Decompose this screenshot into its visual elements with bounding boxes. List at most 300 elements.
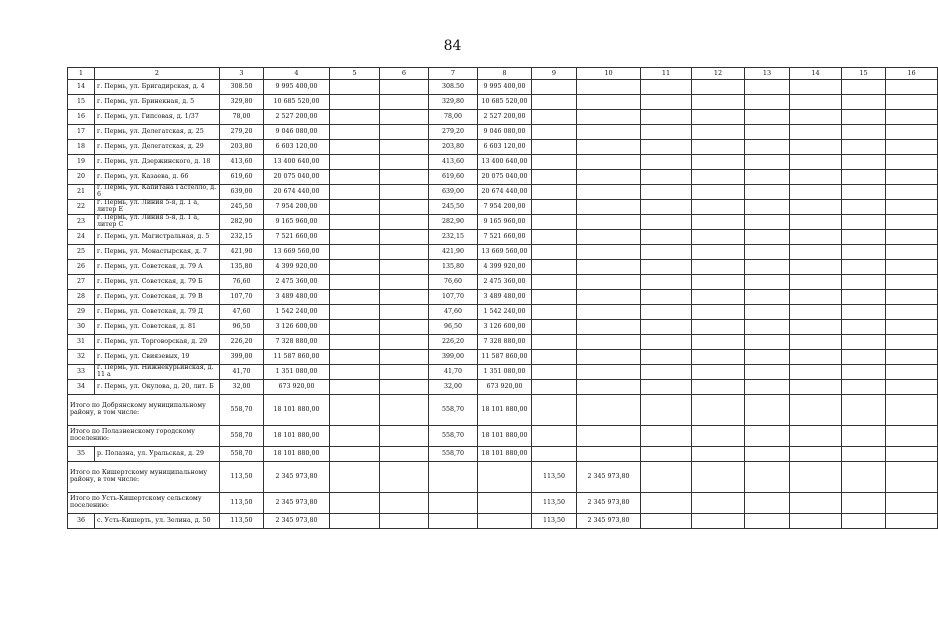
value-cell: 558,70 [220,395,264,426]
value-cell [745,245,790,260]
value-cell: 639,00 [220,185,264,200]
value-cell: 7 521 660,00 [264,230,330,245]
value-cell [842,260,886,275]
value-cell: 2 345 973,80 [577,462,641,493]
value-cell [641,493,692,514]
value-cell [641,514,692,529]
value-cell [886,365,938,380]
value-cell [429,493,478,514]
value-cell [330,380,380,395]
value-cell [577,155,641,170]
value-cell [842,514,886,529]
value-cell [532,200,577,215]
value-cell [380,350,429,365]
value-cell: 203,80 [220,140,264,155]
value-cell [330,275,380,290]
value-cell [532,426,577,447]
value-cell [842,365,886,380]
value-cell: 421,90 [220,245,264,260]
value-cell: 41,70 [429,365,478,380]
table-row [68,335,938,350]
value-cell [532,110,577,125]
row-number-cell: 24 [68,230,95,245]
column-header: 15 [842,68,886,80]
value-cell [330,230,380,245]
value-cell [380,514,429,529]
value-cell [532,155,577,170]
value-cell [577,395,641,426]
value-cell: 18 101 880,00 [264,395,330,426]
value-cell [790,80,842,95]
value-cell [692,350,745,365]
table-row [68,125,938,140]
value-cell [692,320,745,335]
value-cell: 399,00 [220,350,264,365]
value-cell [641,185,692,200]
value-cell [429,514,478,529]
value-cell [790,95,842,110]
table-row [68,95,938,110]
value-cell [577,350,641,365]
value-cell: 3 489 480,00 [264,290,330,305]
value-cell [745,462,790,493]
value-cell [886,290,938,305]
value-cell [842,395,886,426]
value-cell [532,125,577,140]
value-cell [790,335,842,350]
row-number-cell: 33 [68,365,95,380]
value-cell [842,290,886,305]
value-cell [641,395,692,426]
value-cell [745,305,790,320]
table-row [68,447,938,462]
value-cell: 282,90 [429,215,478,230]
column-header: 4 [264,68,330,80]
value-cell [532,395,577,426]
value-cell [886,140,938,155]
column-header: 13 [745,68,790,80]
address-cell: г. Пермь, ул. Советская, д. 79 Б [95,275,220,290]
value-cell [577,80,641,95]
value-cell: 558,70 [429,426,478,447]
column-header: 2 [95,68,220,80]
value-cell [577,230,641,245]
value-cell [745,230,790,245]
value-cell [380,200,429,215]
value-cell: 9 995 400,00 [264,80,330,95]
value-cell [330,335,380,350]
value-cell [532,245,577,260]
address-cell: г. Пермь, ул. Нижнекурьинская, д. 11 а [95,365,220,380]
value-cell [745,95,790,110]
value-cell: 10 685 520,00 [264,95,330,110]
table-row [68,140,938,155]
table-row [68,290,938,305]
value-cell [641,215,692,230]
row-number-cell: 26 [68,260,95,275]
value-cell [886,447,938,462]
value-cell [790,185,842,200]
value-cell: 282,90 [220,215,264,230]
value-cell [886,125,938,140]
value-cell: 7 521 660,00 [478,230,532,245]
value-cell: 9 046 080,00 [264,125,330,140]
value-cell [532,305,577,320]
value-cell [886,170,938,185]
value-cell [886,514,938,529]
value-cell [577,125,641,140]
value-cell [692,395,745,426]
value-cell: 2 345 973,80 [577,514,641,529]
value-cell [886,380,938,395]
row-number-cell: 17 [68,125,95,140]
value-cell [641,426,692,447]
value-cell [330,80,380,95]
value-cell [380,305,429,320]
row-number-cell: 35 [68,447,95,462]
table-row [68,305,938,320]
value-cell: 245,50 [220,200,264,215]
value-cell [380,320,429,335]
row-number-cell: 34 [68,380,95,395]
data-table [67,67,938,529]
value-cell: 96,50 [220,320,264,335]
value-cell [532,80,577,95]
value-cell [886,275,938,290]
value-cell [532,230,577,245]
value-cell: 9 165 960,00 [478,215,532,230]
value-cell [380,447,429,462]
value-cell [641,170,692,185]
value-cell [692,365,745,380]
table-row [68,200,938,215]
column-header: 5 [330,68,380,80]
column-header: 14 [790,68,842,80]
value-cell [641,365,692,380]
address-cell: г. Пермь, ул. Советская, д. 79 В [95,290,220,305]
table-body [68,68,938,529]
value-cell [886,80,938,95]
value-cell [692,514,745,529]
value-cell: 113,50 [532,514,577,529]
address-cell: г. Пермь, ул. Магистральная, д. 5 [95,230,220,245]
value-cell: 421,90 [429,245,478,260]
value-cell [745,290,790,305]
address-cell: г. Пермь, ул. Бринекная, д. 5 [95,95,220,110]
table-row [68,320,938,335]
value-cell [380,462,429,493]
value-cell: 32,00 [429,380,478,395]
value-cell: 308.50 [429,80,478,95]
value-cell [577,447,641,462]
subtotal-row [68,462,938,493]
column-header: 12 [692,68,745,80]
value-cell [577,305,641,320]
value-cell [692,80,745,95]
value-cell: 18 101 880,00 [478,426,532,447]
value-cell [380,95,429,110]
value-cell [886,395,938,426]
value-cell [641,290,692,305]
address-cell: г. Пермь, ул. Делегатская, д. 25 [95,125,220,140]
value-cell [692,305,745,320]
value-cell [577,275,641,290]
value-cell: 558,70 [429,395,478,426]
value-cell: 9 046 080,00 [478,125,532,140]
value-cell [641,110,692,125]
value-cell: 107,70 [429,290,478,305]
value-cell [330,260,380,275]
value-cell: 13 669 560,00 [478,245,532,260]
value-cell: 399,00 [429,350,478,365]
value-cell: 18 101 880,00 [478,447,532,462]
value-cell: 279,20 [429,125,478,140]
value-cell: 13 669 560,00 [264,245,330,260]
value-cell [380,275,429,290]
value-cell: 2 527 200,00 [264,110,330,125]
value-cell: 18 101 880,00 [264,426,330,447]
value-cell [790,275,842,290]
value-cell: 20 075 040,00 [264,170,330,185]
row-number-cell: 14 [68,80,95,95]
value-cell [577,185,641,200]
value-cell [842,110,886,125]
value-cell [692,200,745,215]
value-cell [577,110,641,125]
address-cell: г. Пермь, ул. Линия 5-я, д. 1 а, литер С [95,215,220,230]
value-cell: 232,15 [429,230,478,245]
value-cell: 11 587 860,00 [478,350,532,365]
value-cell [692,215,745,230]
value-cell: 4 399 920,00 [478,260,532,275]
value-cell [692,335,745,350]
row-number-cell: 31 [68,335,95,350]
value-cell: 13 400 640,00 [264,155,330,170]
value-cell: 413,60 [220,155,264,170]
value-cell [330,155,380,170]
value-cell [886,260,938,275]
value-cell [330,290,380,305]
value-cell: 2 345 973,80 [264,462,330,493]
value-cell [532,290,577,305]
value-cell [641,380,692,395]
value-cell [380,380,429,395]
value-cell: 135,80 [220,260,264,275]
value-cell [790,350,842,365]
table-row [68,110,938,125]
address-cell: г. Пермь, ул. Гипсовая, д. 1/37 [95,110,220,125]
value-cell [330,320,380,335]
value-cell: 113,50 [532,462,577,493]
value-cell [330,125,380,140]
value-cell: 78,00 [220,110,264,125]
column-header: 1 [68,68,95,80]
value-cell [886,426,938,447]
value-cell: 619,60 [429,170,478,185]
value-cell [745,514,790,529]
row-number-cell: 23 [68,215,95,230]
row-number-cell: 30 [68,320,95,335]
value-cell: 78,00 [429,110,478,125]
value-cell [745,380,790,395]
value-cell [886,215,938,230]
value-cell [842,215,886,230]
value-cell [842,185,886,200]
value-cell: 113,50 [220,493,264,514]
value-cell [842,170,886,185]
value-cell [577,380,641,395]
value-cell: 2 345 973,80 [264,493,330,514]
value-cell: 113,50 [220,462,264,493]
value-cell [429,462,478,493]
row-number-cell: 15 [68,95,95,110]
column-header: 16 [886,68,938,80]
value-cell: 1 351 080,00 [478,365,532,380]
value-cell: 13 400 640,00 [478,155,532,170]
value-cell [745,426,790,447]
value-cell [380,215,429,230]
address-cell: г. Пермь, ул. Советская, д. 79 Д [95,305,220,320]
value-cell [692,245,745,260]
value-cell [692,110,745,125]
value-cell [745,215,790,230]
value-cell [641,125,692,140]
value-cell [330,493,380,514]
value-cell [330,426,380,447]
value-cell [745,350,790,365]
value-cell [380,245,429,260]
value-cell [330,170,380,185]
value-cell [478,462,532,493]
address-cell: г. Пермь, ул. Капитана Гастелло, д. 6 [95,185,220,200]
row-number-cell: 36 [68,514,95,529]
column-number-row [68,68,938,80]
value-cell [745,125,790,140]
column-header: 9 [532,68,577,80]
value-cell [641,200,692,215]
address-cell: г. Пермь, ул. Советская, д. 79 А [95,260,220,275]
value-cell [641,305,692,320]
value-cell: 113,50 [532,493,577,514]
value-cell: 558,70 [220,426,264,447]
address-cell: г. Пермь, ул. Бригадирская, д. 4 [95,80,220,95]
value-cell [842,155,886,170]
value-cell: 18 101 880,00 [478,395,532,426]
value-cell: 3 126 600,00 [264,320,330,335]
value-cell [380,110,429,125]
value-cell [886,245,938,260]
value-cell: 7 328 880,00 [264,335,330,350]
value-cell [886,462,938,493]
value-cell [692,155,745,170]
value-cell [842,320,886,335]
row-number-cell: 29 [68,305,95,320]
table-row [68,185,938,200]
value-cell [577,290,641,305]
value-cell [532,95,577,110]
value-cell [842,335,886,350]
value-cell [692,95,745,110]
value-cell [641,335,692,350]
row-number-cell: 19 [68,155,95,170]
address-cell: г. Пермь, ул. Дзержинского, д. 18 [95,155,220,170]
value-cell [790,447,842,462]
value-cell [842,447,886,462]
subtotal-label: Итого по Полазненскому городскому поселению: [68,426,220,447]
value-cell: 135,80 [429,260,478,275]
value-cell [886,155,938,170]
value-cell [380,365,429,380]
address-cell: г. Пермь, ул. Советская, д. 81 [95,320,220,335]
value-cell [842,380,886,395]
value-cell [790,260,842,275]
value-cell [641,155,692,170]
value-cell: 619,60 [220,170,264,185]
value-cell [745,335,790,350]
value-cell [330,215,380,230]
value-cell [380,155,429,170]
value-cell [790,320,842,335]
value-cell [577,140,641,155]
value-cell [886,305,938,320]
row-number-cell: 21 [68,185,95,200]
page-number: 84 [443,38,462,54]
table-row [68,380,938,395]
column-header: 11 [641,68,692,80]
value-cell: 6 603 120,00 [478,140,532,155]
table-row [68,215,938,230]
value-cell [842,125,886,140]
value-cell [380,260,429,275]
value-cell: 329,80 [429,95,478,110]
value-cell [330,447,380,462]
value-cell [330,305,380,320]
value-cell [842,350,886,365]
value-cell [790,365,842,380]
value-cell [641,462,692,493]
value-cell [886,350,938,365]
value-cell: 41,70 [220,365,264,380]
address-cell: с. Усть-Кишерть, ул. Зелина, д. 50 [95,514,220,529]
value-cell [842,245,886,260]
value-cell [577,245,641,260]
value-cell [842,493,886,514]
value-cell [886,110,938,125]
row-number-cell: 20 [68,170,95,185]
value-cell [886,95,938,110]
value-cell [692,230,745,245]
value-cell [842,230,886,245]
address-cell: р. Полазна, ул. Уральская, д. 29 [95,447,220,462]
value-cell [790,215,842,230]
value-cell [380,395,429,426]
address-cell: г. Пермь, ул. Свиязевых, 19 [95,350,220,365]
value-cell [577,365,641,380]
value-cell: 107,70 [220,290,264,305]
value-cell [790,462,842,493]
row-number-cell: 18 [68,140,95,155]
value-cell [886,335,938,350]
value-cell [745,140,790,155]
subtotal-row [68,426,938,447]
value-cell: 32,00 [220,380,264,395]
value-cell [641,95,692,110]
column-header: 6 [380,68,429,80]
value-cell [577,95,641,110]
subtotal-label: Итого по Добрянскому муниципальному району, в том числе: [68,395,220,426]
value-cell [790,395,842,426]
address-cell: г. Пермь, ул. Торговорская, д. 29 [95,335,220,350]
